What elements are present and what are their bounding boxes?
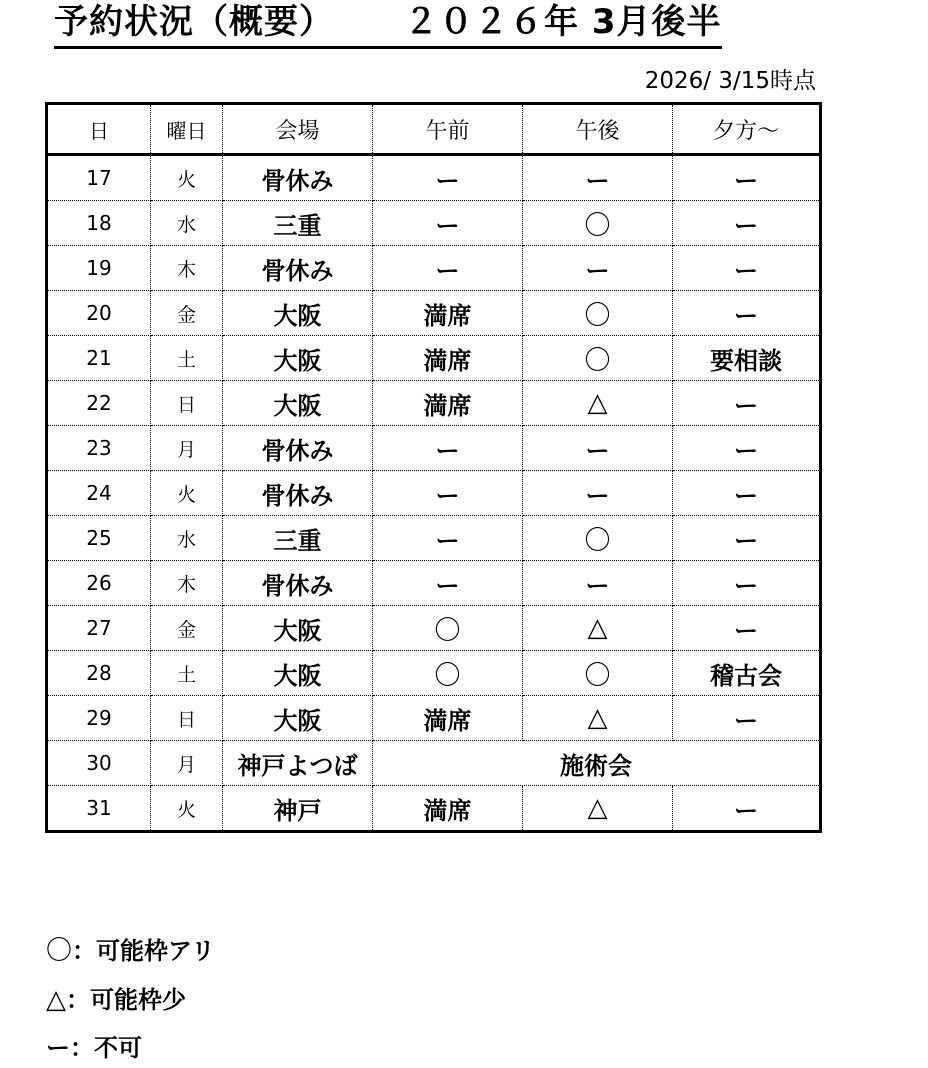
cell-date: 25 xyxy=(47,516,151,561)
header-row xyxy=(47,104,821,155)
header-venue: 会場 xyxy=(223,104,373,155)
table-row xyxy=(47,696,821,741)
cell-evening: ー xyxy=(673,291,821,336)
legend-available xyxy=(46,930,215,967)
cell-weekday: 金 xyxy=(151,606,223,651)
cell-venue: 大阪 xyxy=(223,291,373,336)
cell-evening: ー xyxy=(673,246,821,291)
title-left: 予約状況（概要） xyxy=(54,2,334,42)
cell-date: 19 xyxy=(47,246,151,291)
legend-few-text: ：可能枠少 xyxy=(66,986,186,1014)
cell-morning: ー xyxy=(373,155,523,201)
table-row xyxy=(47,201,821,246)
cell-venue: 神戸よつば xyxy=(223,741,373,786)
cell-date: 23 xyxy=(47,426,151,471)
as-of-date: 2026/ 3/15時点 xyxy=(644,68,816,94)
cell-merged-event: 施術会 xyxy=(373,741,821,786)
table-row xyxy=(47,561,821,606)
cell-evening: ー xyxy=(673,201,821,246)
legend-available-text: ：可能枠アリ xyxy=(72,937,216,965)
cell-date: 31 xyxy=(47,786,151,832)
cell-evening: ー xyxy=(673,426,821,471)
cell-morning: ー xyxy=(373,516,523,561)
cell-morning: 満席 xyxy=(373,291,523,336)
cell-afternoon: ー xyxy=(523,246,673,291)
cell-weekday: 金 xyxy=(151,291,223,336)
cell-weekday: 火 xyxy=(151,471,223,516)
table-row xyxy=(47,786,821,832)
cell-date: 18 xyxy=(47,201,151,246)
cell-morning: 満席 xyxy=(373,381,523,426)
cell-morning: ー xyxy=(373,471,523,516)
cell-evening: ー xyxy=(673,606,821,651)
cell-morning: 〇 xyxy=(373,606,523,651)
cell-afternoon: △ xyxy=(523,696,673,741)
cell-afternoon: △ xyxy=(523,786,673,832)
cell-date: 20 xyxy=(47,291,151,336)
cell-afternoon: △ xyxy=(523,381,673,426)
cell-morning: 満席 xyxy=(373,786,523,832)
cell-evening: 要相談 xyxy=(673,336,821,381)
cell-date: 22 xyxy=(47,381,151,426)
table-row xyxy=(47,381,821,426)
cell-weekday: 日 xyxy=(151,381,223,426)
title-right: ２０２６年 3月後半 xyxy=(404,2,722,42)
table-row xyxy=(47,516,821,561)
table-row xyxy=(47,291,821,336)
cell-weekday: 水 xyxy=(151,201,223,246)
cell-date: 21 xyxy=(47,336,151,381)
page-title xyxy=(54,2,722,49)
cell-evening: ー xyxy=(673,471,821,516)
header-evening: 夕方～ xyxy=(673,104,821,155)
cell-date: 28 xyxy=(47,651,151,696)
cell-morning: ー xyxy=(373,201,523,246)
cell-afternoon: 〇 xyxy=(523,651,673,696)
triangle-symbol: △ xyxy=(46,985,66,1015)
cell-weekday: 月 xyxy=(151,426,223,471)
table-row xyxy=(47,741,821,786)
legend-unavailable xyxy=(46,1028,142,1063)
cell-venue: 大阪 xyxy=(223,651,373,696)
cell-venue: 骨休み xyxy=(223,246,373,291)
cell-morning: 満席 xyxy=(373,696,523,741)
schedule-table xyxy=(45,102,822,833)
cell-weekday: 水 xyxy=(151,516,223,561)
table-row xyxy=(47,606,821,651)
cell-afternoon: 〇 xyxy=(523,291,673,336)
legend-few xyxy=(46,980,186,1015)
cell-venue: 三重 xyxy=(223,516,373,561)
cell-date: 29 xyxy=(47,696,151,741)
cell-venue: 大阪 xyxy=(223,336,373,381)
cell-evening: ー xyxy=(673,561,821,606)
cell-weekday: 日 xyxy=(151,696,223,741)
cell-afternoon: ー xyxy=(523,561,673,606)
table-row xyxy=(47,651,821,696)
header-weekday: 曜日 xyxy=(151,104,223,155)
cell-evening: 稽古会 xyxy=(673,651,821,696)
cell-date: 24 xyxy=(47,471,151,516)
cell-venue: 大阪 xyxy=(223,381,373,426)
legend-unavailable-text: ：不可 xyxy=(70,1034,142,1062)
cell-afternoon: 〇 xyxy=(523,516,673,561)
header-morning: 午前 xyxy=(373,104,523,155)
table-row xyxy=(47,246,821,291)
cell-afternoon: △ xyxy=(523,606,673,651)
cell-venue: 神戸 xyxy=(223,786,373,832)
cell-venue: 大阪 xyxy=(223,606,373,651)
cell-evening: ー xyxy=(673,516,821,561)
cell-afternoon: 〇 xyxy=(523,201,673,246)
cell-weekday: 土 xyxy=(151,336,223,381)
cell-weekday: 木 xyxy=(151,561,223,606)
cell-weekday: 火 xyxy=(151,786,223,832)
table-row xyxy=(47,155,821,201)
cell-venue: 三重 xyxy=(223,201,373,246)
cell-evening: ー xyxy=(673,155,821,201)
table-row xyxy=(47,471,821,516)
cell-date: 30 xyxy=(47,741,151,786)
cell-weekday: 月 xyxy=(151,741,223,786)
cell-afternoon: ー xyxy=(523,155,673,201)
cell-morning: ー xyxy=(373,246,523,291)
cell-date: 27 xyxy=(47,606,151,651)
header-date: 日 xyxy=(47,104,151,155)
cell-morning: 満席 xyxy=(373,336,523,381)
circle-symbol: 〇 xyxy=(46,936,73,966)
cell-evening: ー xyxy=(673,381,821,426)
cell-morning: 〇 xyxy=(373,651,523,696)
cell-weekday: 木 xyxy=(151,246,223,291)
cell-venue: 骨休み xyxy=(223,426,373,471)
cell-venue: 大阪 xyxy=(223,696,373,741)
cell-afternoon: ー xyxy=(523,471,673,516)
cell-venue: 骨休み xyxy=(223,561,373,606)
cell-afternoon: ー xyxy=(523,426,673,471)
dash-symbol: ー xyxy=(46,1034,70,1062)
cell-evening: ー xyxy=(673,786,821,832)
cell-afternoon: 〇 xyxy=(523,336,673,381)
cell-weekday: 火 xyxy=(151,155,223,201)
table-row xyxy=(47,336,821,381)
cell-date: 17 xyxy=(47,155,151,201)
cell-morning: ー xyxy=(373,426,523,471)
cell-weekday: 土 xyxy=(151,651,223,696)
table-row xyxy=(47,426,821,471)
header-afternoon: 午後 xyxy=(523,104,673,155)
cell-venue: 骨休み xyxy=(223,471,373,516)
cell-morning: ー xyxy=(373,561,523,606)
cell-venue: 骨休み xyxy=(223,155,373,201)
cell-date: 26 xyxy=(47,561,151,606)
cell-evening: ー xyxy=(673,696,821,741)
